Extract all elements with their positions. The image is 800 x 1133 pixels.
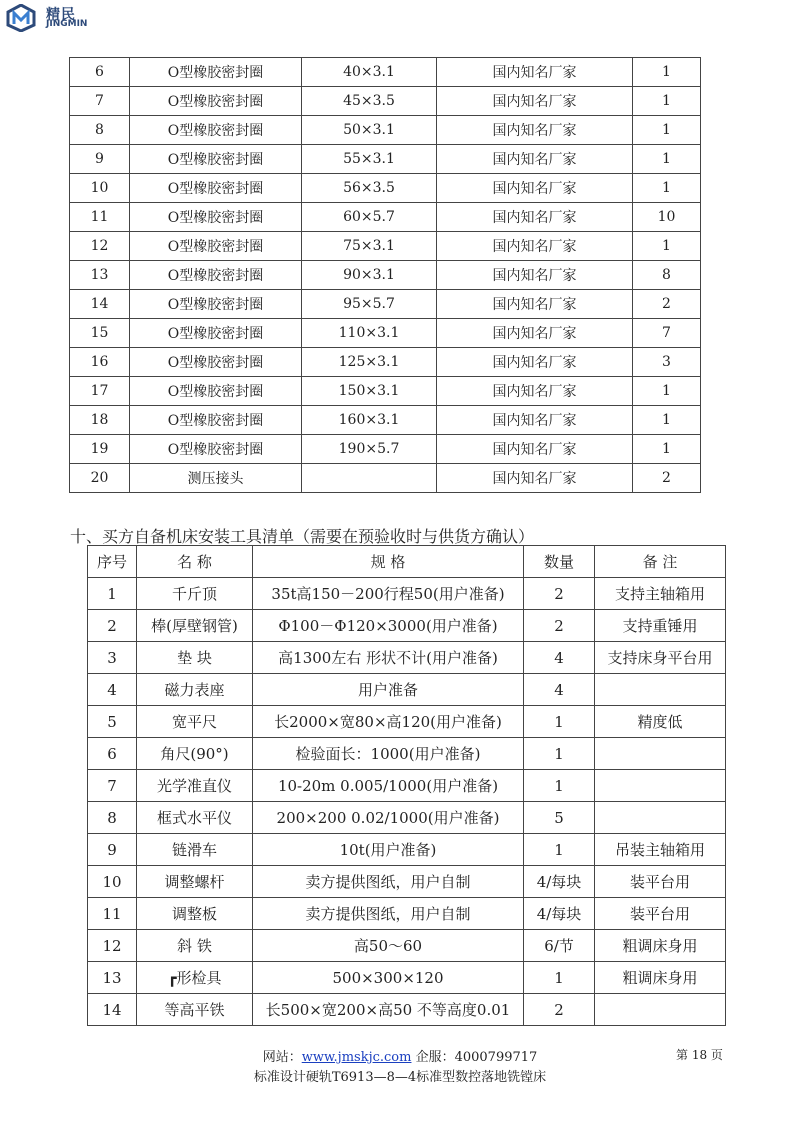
table-cell: 8 [88,802,137,834]
table-cell: 支持重锤用 [595,610,726,642]
table-cell [595,738,726,770]
table-row [88,706,726,738]
table-cell: 1 [633,87,701,116]
company-logo [6,4,126,34]
table-cell: 60×5.7 [302,203,437,232]
table-cell: 角尺(90°) [137,738,253,770]
service-phone: 企服：4000799717 [411,1050,538,1065]
table-cell: 11 [70,203,130,232]
table-cell: 8 [70,116,130,145]
table-cell: 1 [633,58,701,87]
table-cell: 190×5.7 [302,435,437,464]
table-cell: 卖方提供图纸，用户自制 [253,866,524,898]
table-cell: O型橡胶密封圈 [130,232,302,261]
table-cell: O型橡胶密封圈 [130,377,302,406]
table-cell: 垫 块 [137,642,253,674]
table-cell: 4 [524,642,595,674]
column-header: 名 称 [137,546,253,578]
table-cell: 500×300×120 [253,962,524,994]
table-cell: 2 [524,610,595,642]
table-cell: 磁力表座 [137,674,253,706]
website-link[interactable]: www.jmskjc.com [301,1050,412,1065]
table-row [88,834,726,866]
table-row [88,962,726,994]
table-row [70,174,701,203]
table-cell: 国内知名厂家 [437,203,633,232]
table-row [88,994,726,1026]
table-row [88,770,726,802]
table-cell: 检验面长：1000(用户准备) [253,738,524,770]
table-cell: 3 [633,348,701,377]
table-row [88,738,726,770]
table-row [88,898,726,930]
table-cell: 1 [633,145,701,174]
column-header: 数量 [524,546,595,578]
table-cell: 国内知名厂家 [437,232,633,261]
table-cell: 7 [88,770,137,802]
table-cell: 装平台用 [595,898,726,930]
table-cell: 等高平铁 [137,994,253,1026]
table-cell: 45×3.5 [302,87,437,116]
table-cell: 1 [88,578,137,610]
table-cell: 14 [88,994,137,1026]
table-cell: 160×3.1 [302,406,437,435]
table-cell [595,994,726,1026]
table-cell: 17 [70,377,130,406]
table-row [70,116,701,145]
table-cell: 10 [633,203,701,232]
table-cell: 18 [70,406,130,435]
table-cell: 12 [88,930,137,962]
table-cell: O型橡胶密封圈 [130,348,302,377]
table-cell: 55×3.1 [302,145,437,174]
table-cell: O型橡胶密封圈 [130,87,302,116]
table-cell: 5 [88,706,137,738]
table-cell: 2 [524,994,595,1026]
table-cell: 40×3.1 [302,58,437,87]
table-row [70,58,701,87]
table-cell: 国内知名厂家 [437,377,633,406]
table-cell: 19 [70,435,130,464]
table-cell: 3 [88,642,137,674]
table-cell: 高50～60 [253,930,524,962]
table-cell: 110×3.1 [302,319,437,348]
table-cell: O型橡胶密封圈 [130,203,302,232]
table-cell: O型橡胶密封圈 [130,116,302,145]
table-cell: 国内知名厂家 [437,261,633,290]
table-cell: Φ100－Φ120×3000(用户准备) [253,610,524,642]
table-cell: 9 [70,145,130,174]
table-cell: 2 [633,290,701,319]
table-cell: 用户准备 [253,674,524,706]
site-label: 网站： [262,1050,302,1065]
table-cell: O型橡胶密封圈 [130,319,302,348]
table-cell: O型橡胶密封圈 [130,406,302,435]
table-cell: 国内知名厂家 [437,58,633,87]
table-cell: 13 [70,261,130,290]
table-cell: 5 [524,802,595,834]
table-cell: 装平台用 [595,866,726,898]
table-cell: 11 [88,898,137,930]
table-cell: 精度低 [595,706,726,738]
table-cell: 50×3.1 [302,116,437,145]
table-row [70,348,701,377]
table-cell: 1 [524,738,595,770]
table-cell: 7 [633,319,701,348]
table-cell: 宽平尺 [137,706,253,738]
table-row [88,866,726,898]
table-cell: 6 [70,58,130,87]
table-row [70,232,701,261]
table-cell: O型橡胶密封圈 [130,290,302,319]
table-cell: 国内知名厂家 [437,406,633,435]
table-cell: 10t(用户准备) [253,834,524,866]
table-cell: 35t高150－200行程50(用户准备) [253,578,524,610]
table-cell: 光学准直仪 [137,770,253,802]
column-header: 规 格 [253,546,524,578]
table-cell: 国内知名厂家 [437,145,633,174]
table-row [88,642,726,674]
table-cell: 1 [524,706,595,738]
table-row [88,578,726,610]
table-cell: 1 [524,834,595,866]
table-cell: 调整板 [137,898,253,930]
table-cell: 棒(厚壁钢管) [137,610,253,642]
table-cell: 框式水平仪 [137,802,253,834]
table-header-row [88,546,726,578]
table-cell: 支持床身平台用 [595,642,726,674]
table-cell: 卖方提供图纸，用户自制 [253,898,524,930]
table-cell [302,464,437,493]
table-cell: ┏形检具 [137,962,253,994]
table-cell: O型橡胶密封圈 [130,58,302,87]
table-cell: 200×200 0.02/1000(用户准备) [253,802,524,834]
install-tools-table [87,545,726,1026]
seal-parts-table [69,57,701,493]
table-cell: 15 [70,319,130,348]
table-cell: 7 [70,87,130,116]
table-cell: 4 [524,674,595,706]
table-cell: 75×3.1 [302,232,437,261]
table-cell: 吊装主轴箱用 [595,834,726,866]
column-header: 备 注 [595,546,726,578]
table-cell: 4/每块 [524,898,595,930]
table-cell: 56×3.5 [302,174,437,203]
table-cell: 调整螺杆 [137,866,253,898]
table-cell: 国内知名厂家 [437,290,633,319]
table-row [88,674,726,706]
table-cell: 国内知名厂家 [437,464,633,493]
table-cell: 10 [70,174,130,203]
logo-icon [6,4,36,32]
table-cell: O型橡胶密封圈 [130,145,302,174]
table-row [70,464,701,493]
table-cell: 国内知名厂家 [437,116,633,145]
logo-text-en: JINGMIN [46,19,88,29]
table-cell: 10 [88,866,137,898]
table-cell: 国内知名厂家 [437,319,633,348]
table-cell: 国内知名厂家 [437,348,633,377]
table-row [88,802,726,834]
table-cell: O型橡胶密封圈 [130,174,302,203]
table-cell: 1 [633,116,701,145]
table-cell: 1 [633,377,701,406]
table-cell: 8 [633,261,701,290]
table-cell: 6/节 [524,930,595,962]
table-cell: 6 [88,738,137,770]
table-cell: 12 [70,232,130,261]
table-row [70,145,701,174]
table-cell: 4/每块 [524,866,595,898]
table-cell: 1 [633,406,701,435]
table-row [88,610,726,642]
table-cell: 1 [524,770,595,802]
table-cell: 13 [88,962,137,994]
page-number: 第 18 页 [676,1048,723,1062]
table-cell: 国内知名厂家 [437,174,633,203]
table-cell: 斜 铁 [137,930,253,962]
table-cell: 4 [88,674,137,706]
table-cell: 1 [524,962,595,994]
table-cell: 链滑车 [137,834,253,866]
table-cell: 10-20m 0.005/1000(用户准备) [253,770,524,802]
table-cell: 国内知名厂家 [437,435,633,464]
table-row [88,930,726,962]
table-cell: 长500×宽200×高50 不等高度0.01 [253,994,524,1026]
table-cell [595,674,726,706]
table-cell: O型橡胶密封圈 [130,435,302,464]
document-title: 标准设计硬轨T6913—8—4标准型数控落地铣镗床 [253,1070,547,1085]
table-cell: 150×3.1 [302,377,437,406]
table-cell: 90×3.1 [302,261,437,290]
table-cell: 16 [70,348,130,377]
table-row [70,203,701,232]
column-header: 序号 [88,546,137,578]
table-row [70,435,701,464]
table-row [70,377,701,406]
table-cell: 粗调床身用 [595,930,726,962]
table-cell [595,770,726,802]
table-cell: 1 [633,435,701,464]
table-cell: 14 [70,290,130,319]
table-cell: 2 [88,610,137,642]
table-row [70,319,701,348]
table-cell: 20 [70,464,130,493]
table-cell: 125×3.1 [302,348,437,377]
section-heading: 十、买方自备机床安装工具清单（需要在预验收时与供货方确认） [70,527,535,546]
table-cell: 高1300左右 形状不计(用户准备) [253,642,524,674]
table-cell: 1 [633,232,701,261]
table-cell: 粗调床身用 [595,962,726,994]
table-cell: O型橡胶密封圈 [130,261,302,290]
table-cell: 千斤顶 [137,578,253,610]
table-cell: 9 [88,834,137,866]
table-cell: 95×5.7 [302,290,437,319]
table-row [70,261,701,290]
table-cell: 长2000×宽80×高120(用户准备) [253,706,524,738]
table-row [70,290,701,319]
logo-text-cn: 精民 [46,7,76,23]
table-row [70,406,701,435]
table-cell: 2 [633,464,701,493]
table-cell: 1 [633,174,701,203]
table-cell: 2 [524,578,595,610]
table-cell: 支持主轴箱用 [595,578,726,610]
table-cell: 测压接头 [130,464,302,493]
table-row [70,87,701,116]
table-cell [595,802,726,834]
table-cell: 国内知名厂家 [437,87,633,116]
